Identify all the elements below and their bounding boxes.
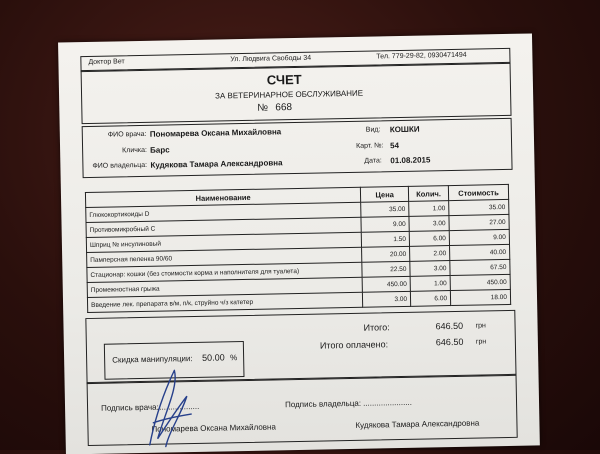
species-label: Вид:	[365, 126, 381, 134]
item-cost: 35.00	[449, 199, 509, 215]
invoice-number: 668	[275, 102, 293, 114]
owner-signature-label: Подпись владельца:	[284, 398, 362, 410]
discount-unit: %	[230, 353, 238, 363]
item-name: Шприц № инсулиновый	[86, 232, 361, 252]
discount-label: Скидка манипуляции:	[112, 354, 193, 365]
pet-name-value: Барс	[150, 145, 170, 155]
item-price: 20.00	[362, 246, 410, 262]
item-cost: 18.00	[450, 289, 510, 305]
item-cost: 450.00	[450, 274, 510, 290]
item-qty: 6.00	[410, 291, 450, 307]
header-price: Цена	[361, 186, 409, 202]
owner-name-printed: Кудякова Тамара Александровна	[355, 418, 480, 430]
item-qty: 6.00	[409, 231, 449, 247]
pet-name-label: Кличка:	[122, 146, 147, 155]
doctor-value: Пономарева Оксана Михайловна	[149, 127, 282, 139]
handwritten-signature	[134, 366, 206, 451]
item-qty: 3.00	[409, 216, 449, 232]
owner-signature-dots: ......................	[362, 397, 413, 408]
date-label: Дата:	[364, 157, 382, 165]
item-price: 9.00	[361, 216, 409, 232]
item-name: Памперсная пеленка 90/60	[87, 247, 362, 267]
clinic-phones: Тел. 779-29-82, 0930471494	[376, 51, 467, 61]
owner-value: Кудякова Тамара Александровна	[150, 158, 283, 170]
discount-value: 50.00	[202, 352, 225, 363]
item-cost: 67.50	[450, 259, 510, 275]
item-name: Введение лек. препарата в/м, п/к, струйно ч/з катетер	[87, 292, 362, 312]
item-price: 22.50	[362, 261, 410, 277]
card-value: 54	[389, 141, 400, 151]
total-label: Итого:	[363, 322, 390, 333]
doctor-signature-label: Подпись врача:	[100, 402, 159, 413]
item-cost: 40.00	[450, 244, 510, 260]
item-price: 450.00	[362, 276, 410, 292]
item-qty: 1.00	[410, 276, 450, 292]
date-value: 01.08.2015	[390, 155, 431, 166]
item-price: 35.00	[361, 201, 409, 217]
paid-currency: грн	[475, 338, 487, 346]
invoice-title: СЧЕТ	[266, 71, 302, 88]
doctor-signature-dots: ...................	[156, 401, 200, 412]
item-name: Стационар: кошки (без стоимости корма и наполнителя для туалета)	[87, 262, 362, 282]
item-qty: 2.00	[410, 246, 450, 262]
total-value: 646.50	[435, 320, 464, 332]
item-cost: 9.00	[449, 229, 509, 245]
doctor-label: ФИО врача:	[107, 130, 147, 139]
owner-label: ФИО владельца:	[92, 161, 148, 170]
invoice-subtitle: ЗА ВЕТЕРИНАРНОЕ ОБСЛУЖИВАНИЕ	[215, 88, 364, 101]
item-cost: 27.00	[449, 214, 509, 230]
invoice-number-prefix: №	[257, 102, 269, 114]
item-price: 1.50	[361, 231, 409, 247]
item-qty: 3.00	[410, 261, 450, 277]
paid-value: 646.50	[435, 336, 464, 348]
total-currency: грн	[475, 322, 486, 330]
doctor-name-printed: Пономарева Оксана Михайловна	[151, 422, 276, 434]
item-name: Глюкокортикоиды D	[86, 202, 361, 222]
header-name: Наименование	[85, 187, 360, 207]
item-qty: 1.00	[409, 201, 449, 217]
header-qty: Колич.	[408, 186, 448, 202]
invoice-paper	[58, 33, 540, 454]
card-label: Карт. №:	[356, 142, 384, 150]
item-name: Противомикробный С	[86, 217, 361, 237]
item-price: 3.00	[363, 291, 411, 307]
item-name: Промежностная грыжа	[87, 277, 362, 297]
species-value: КОШКИ	[389, 124, 420, 135]
paid-label: Итого оплачено:	[319, 339, 389, 351]
items-table	[85, 184, 511, 313]
header-cost: Стоимость	[448, 184, 508, 200]
clinic-name: Доктор Вет	[88, 58, 125, 66]
clinic-address: Ул. Людвига Свободы 34	[230, 54, 312, 64]
